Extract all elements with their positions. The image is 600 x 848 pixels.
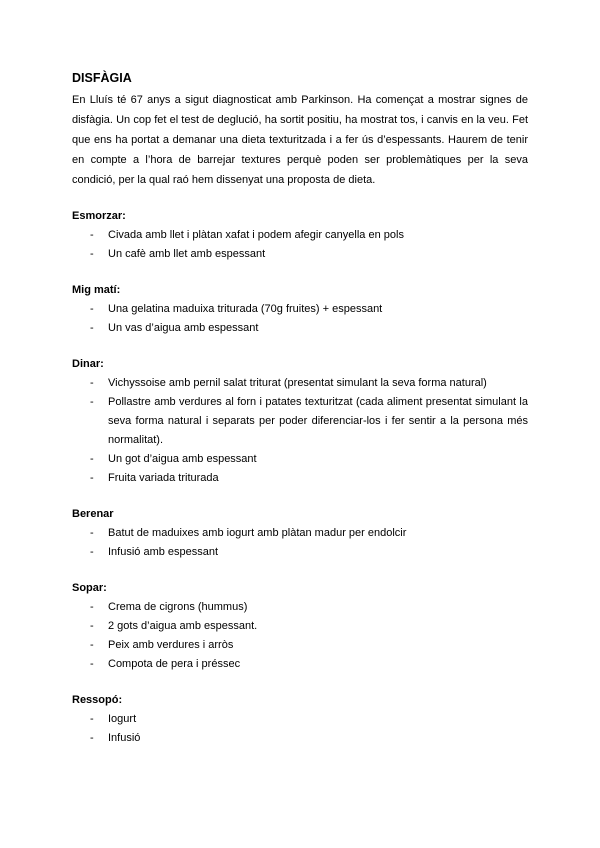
bullet-dash: - xyxy=(90,453,94,465)
document-title: DISFÀGIA xyxy=(72,71,132,85)
list-item-text: Un got d’aigua amb espessant xyxy=(108,453,257,465)
list-item xyxy=(72,729,528,748)
list-item xyxy=(72,300,528,319)
meal-section-title: Esmorzar: xyxy=(72,210,126,222)
list-item xyxy=(72,655,528,674)
bullet-dash: - xyxy=(90,601,94,613)
list-item-text: Civada amb llet i plàtan xafat i podem afegir canyella en pols xyxy=(108,229,404,241)
bullet-dash: - xyxy=(90,472,94,484)
list-item xyxy=(72,598,528,617)
bullet-dash: - xyxy=(90,658,94,670)
list-item xyxy=(72,374,528,393)
meal-section xyxy=(72,206,528,264)
list-item xyxy=(72,245,528,264)
bullet-dash: - xyxy=(90,527,94,539)
list-item-text: Infusió amb espessant xyxy=(108,546,219,558)
list-item-text: Iogurt xyxy=(108,713,137,725)
list-item-text: Un cafè amb llet amb espessant xyxy=(108,248,266,260)
list-item-text: Un vas d’aigua amb espessant xyxy=(108,322,259,334)
meal-section xyxy=(72,354,528,488)
meal-section-title: Mig matí: xyxy=(72,284,121,296)
list-item-text: Fruita variada triturada xyxy=(108,472,219,484)
list-item-text: Pollastre amb verdures al forn i patates texturitzat (cada aliment presentat simulant la seva forma natural i separats per poder diferenciar-los i fer sentir a la persona més normalitat). xyxy=(108,396,528,446)
meal-section-title: Dinar: xyxy=(72,358,104,370)
bullet-dash: - xyxy=(90,396,94,408)
list-item xyxy=(72,450,528,469)
list-item xyxy=(72,226,528,245)
list-item xyxy=(72,710,528,729)
bullet-dash: - xyxy=(90,620,94,632)
list-item-text: Peix amb verdures i arròs xyxy=(108,639,234,651)
list-item-text: Compota de pera i préssec xyxy=(108,658,241,670)
bullet-dash: - xyxy=(90,248,94,260)
list-item-text: Vichyssoise amb pernil salat triturat (presentat simulant la seva forma natural) xyxy=(108,377,487,389)
bullet-dash: - xyxy=(90,229,94,241)
bullet-dash: - xyxy=(90,732,94,744)
list-item-text: Infusió xyxy=(108,732,141,744)
list-item-text: Una gelatina maduixa triturada (70g fruites) + espessant xyxy=(108,303,383,315)
bullet-dash: - xyxy=(90,546,94,558)
meal-item-list xyxy=(72,598,528,674)
meal-section xyxy=(72,280,528,338)
list-item xyxy=(72,393,528,450)
meal-section-title: Sopar: xyxy=(72,582,107,594)
list-item xyxy=(72,636,528,655)
meal-section-title: Berenar xyxy=(72,508,114,520)
bullet-dash: - xyxy=(90,713,94,725)
meal-section-title: Ressopó: xyxy=(72,694,123,706)
meal-item-list xyxy=(72,524,528,562)
meal-item-list xyxy=(72,710,528,748)
list-item xyxy=(72,469,528,488)
meal-section xyxy=(72,690,528,748)
list-item-text: Crema de cigrons (hummus) xyxy=(108,601,248,613)
bullet-dash: - xyxy=(90,303,94,315)
list-item-text: Batut de maduixes amb iogurt amb plàtan madur per endolcir xyxy=(108,527,407,539)
list-item xyxy=(72,524,528,543)
list-item xyxy=(72,543,528,562)
list-item xyxy=(72,319,528,338)
meal-section xyxy=(72,578,528,674)
document-page xyxy=(72,70,528,748)
list-item xyxy=(72,617,528,636)
list-item-text: 2 gots d’aigua amb espessant. xyxy=(108,620,258,632)
meal-item-list xyxy=(72,226,528,264)
bullet-dash: - xyxy=(90,377,94,389)
bullet-dash: - xyxy=(90,639,94,651)
meal-section xyxy=(72,504,528,562)
meal-item-list xyxy=(72,374,528,488)
meal-item-list xyxy=(72,300,528,338)
bullet-dash: - xyxy=(90,322,94,334)
intro-paragraph: En Lluís té 67 anys a sigut diagnosticat amb Parkinson. Ha començat a mostrar signes de disfàgia. Un cop fet el test de deglució, ha sortit positiu, ha mostrat tos, i canvis en la veu. Fet que ens ha portat a demanar una dieta texturitzada i a fer ús d’espessants. Haurem de tenir en compte a l’hora de barrejar textures perquè poden ser problemàtiques per la seva condició, per la qual raó hem dissenyat una proposta de dieta. xyxy=(72,94,528,186)
meal-sections xyxy=(72,206,528,748)
